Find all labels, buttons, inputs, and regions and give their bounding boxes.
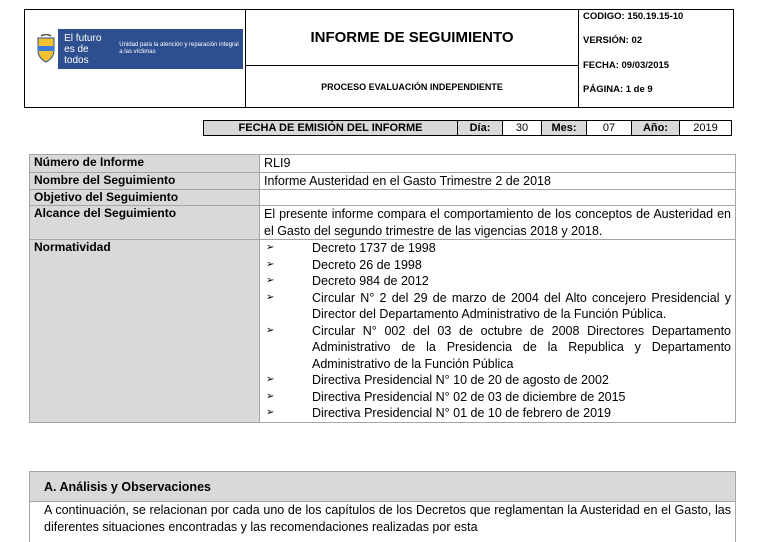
arrow-bullet-icon: ➢ (266, 275, 275, 286)
arrow-bullet-icon: ➢ (266, 390, 275, 402)
list-item: ➢ Decreto 1737 de 1998 (266, 241, 436, 255)
fecha-label: FECHA: 09/03/2015 (583, 60, 670, 71)
anio-value: 2019 (679, 120, 732, 136)
list-item: ➢ Directiva Presidencial N° 01 de 10 de febrero de 2019 (266, 406, 611, 420)
informe-info-table (29, 154, 736, 423)
anio-label: Año: (631, 120, 680, 136)
pagina-label: PÁGINA: 1 de 9 (583, 84, 653, 95)
colombia-crest-icon (33, 29, 58, 69)
document-header (24, 9, 734, 108)
normatividad-label: Normatividad (30, 240, 260, 423)
arrow-bullet-icon: ➢ (266, 242, 275, 253)
arrow-bullet-icon: ➢ (266, 407, 275, 418)
list-item: ➢ Decreto 984 de 2012 (266, 274, 429, 288)
version-label: VERSIÓN: 02 (583, 35, 643, 46)
nombre-label: Nombre del Seguimiento (30, 172, 260, 190)
logo-cell (25, 10, 246, 107)
table-row (30, 172, 736, 190)
fecha-emision-row (204, 120, 734, 136)
numero-label: Número de Informe (30, 155, 260, 173)
codigo-label: CODIGO: 150.19.15-10 (583, 11, 684, 22)
mes-label: Mes: (541, 120, 587, 136)
arrow-bullet-icon: ➢ (266, 374, 275, 385)
document-subtitle: PROCESO EVALUACIÓN INDEPENDIENTE (246, 66, 579, 107)
mes-value: 07 (586, 120, 632, 136)
arrow-bullet-icon: ➢ (266, 258, 275, 270)
list-item: ➢ Circular N° 2 del 29 de marzo de 2004 del Alto concejero Presidencial y Director del Departamento Administrativo de la Función Pública. (266, 290, 731, 321)
dia-label: Día: (457, 120, 503, 136)
logo-main-text: El futuro es de todos (64, 32, 102, 66)
table-row (30, 190, 736, 206)
list-item: ➢ Directiva Presidencial N° 02 de 03 de diciembre de 2015 (266, 389, 626, 404)
unidad-victimas-logo (33, 29, 243, 69)
alcance-value: El presente informe compara el comportamiento de los conceptos de Austeridad en el Gasto del segundo trimestre de las vigencias 2018 y 2018. (260, 206, 736, 240)
table-row (30, 206, 736, 240)
table-row (30, 155, 736, 173)
fecha-emision-label: FECHA DE EMISIÓN DEL INFORME (203, 120, 458, 136)
list-item: ➢ Decreto 26 de 1998 (266, 257, 422, 272)
section-a-text: A continuación, se relacionan por cada uno de los capítulos de los Decretos que reglamentan la Austeridad en el Gasto, las diferentes situaciones encontradas y las recomendaciones realizadas por esta (29, 502, 736, 542)
dia-value: 30 (502, 120, 542, 136)
logo-sub-text: Unidad para la atención y reparación integral a las víctimas (119, 42, 239, 55)
section-a-title: A. Análisis y Observaciones (29, 471, 736, 502)
arrow-bullet-icon: ➢ (266, 291, 275, 303)
table-row (30, 240, 736, 423)
alcance-label: Alcance del Seguimiento (30, 206, 260, 240)
objetivo-label: Objetivo del Seguimiento (30, 190, 260, 206)
numero-value: RLI9 (260, 155, 736, 173)
list-item: ➢ Directiva Presidencial N° 10 de 20 de agosto de 2002 (266, 373, 609, 387)
normatividad-list (264, 240, 731, 422)
normatividad-list-cell (260, 240, 736, 423)
objetivo-value (260, 190, 736, 206)
arrow-bullet-icon: ➢ (266, 324, 275, 336)
nombre-value: Informe Austeridad en el Gasto Trimestre 2 de 2018 (260, 172, 736, 190)
document-title: INFORME DE SEGUIMIENTO (246, 10, 579, 66)
list-item: ➢ Circular N° 002 del 03 de octubre de 2008 Directores Departamento Administrativo de la Presidencia de la Republica y Departamento Administrativo de la Función Pública (266, 323, 731, 371)
